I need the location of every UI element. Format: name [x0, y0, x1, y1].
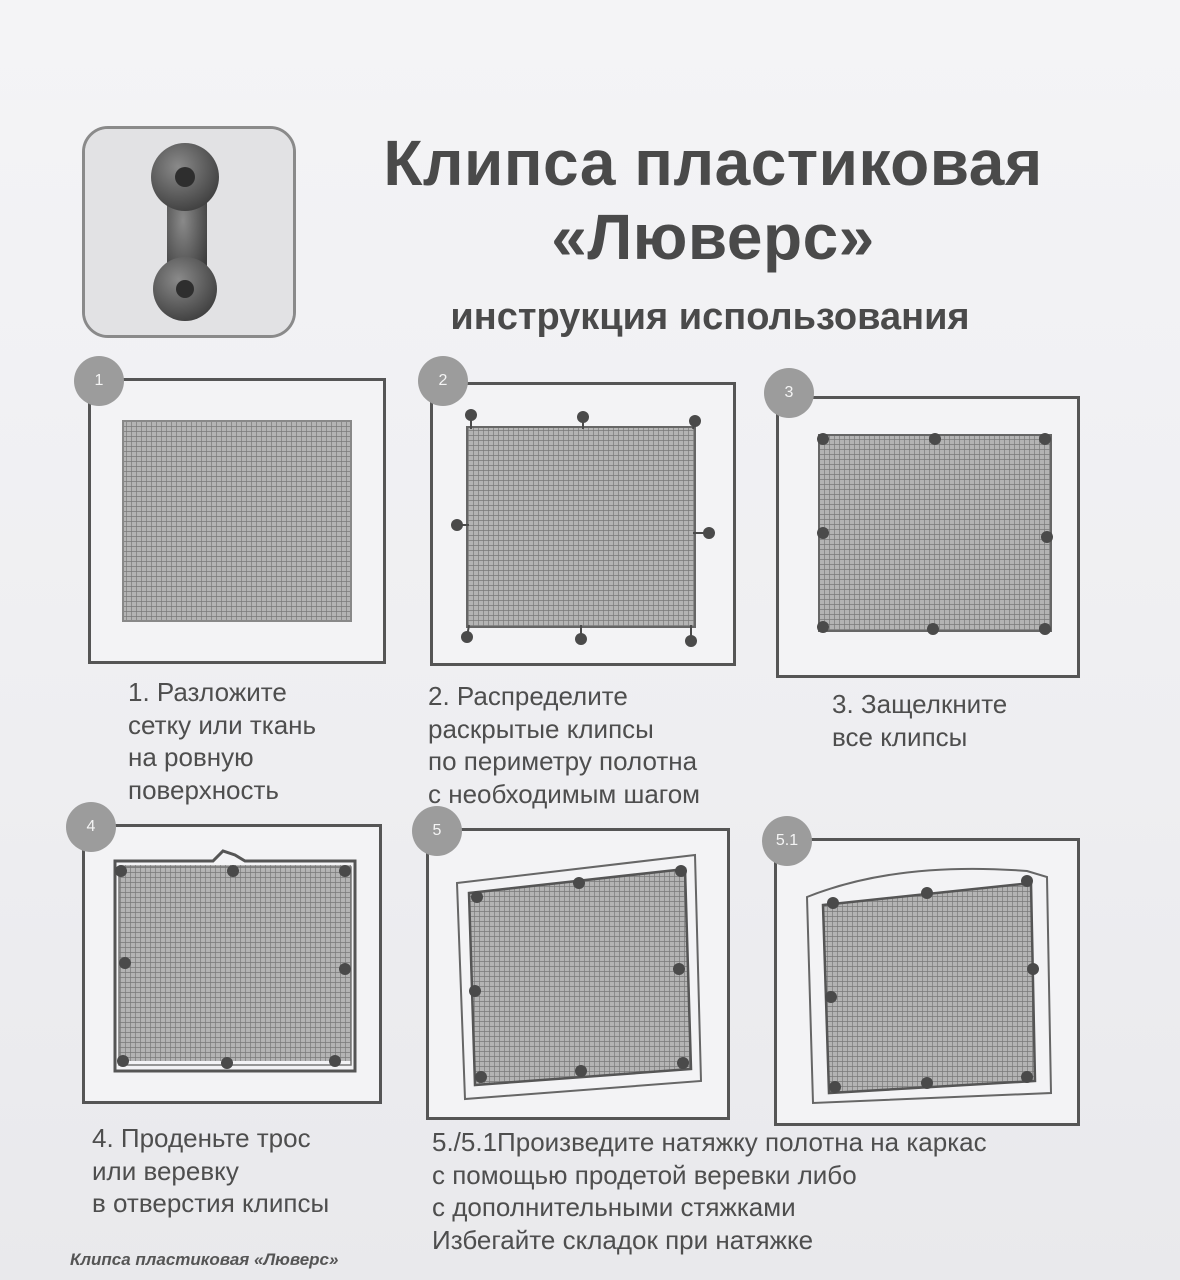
clip-dot: [1039, 623, 1051, 635]
step-5-1-illustration: [774, 838, 1080, 1126]
mesh-drawing: [85, 827, 379, 1101]
clip-dot: [339, 865, 351, 877]
step-5-1-badge: 5.1: [762, 816, 812, 866]
clip-dot: [921, 1077, 933, 1089]
step-4-badge: 4: [66, 802, 116, 852]
mesh-drawing: [91, 381, 383, 661]
clip-dot: [573, 877, 585, 889]
mesh-drawing: [779, 399, 1077, 675]
page-title: Клипса пластиковая «Люверс»: [383, 127, 1043, 274]
step-1-illustration: [88, 378, 386, 664]
clip-dot: [825, 991, 837, 1003]
clip-dot: [461, 631, 473, 643]
clip-dot: [927, 623, 939, 635]
mesh-drawing: [429, 831, 727, 1117]
clip-dot: [685, 635, 697, 647]
clip-dot: [675, 865, 687, 877]
clip-dot: [921, 887, 933, 899]
step-1-badge: 1: [74, 356, 124, 406]
clip-dot: [827, 897, 839, 909]
clip-dot: [1027, 963, 1039, 975]
clip-dot: [575, 1065, 587, 1077]
step-2-badge: 2: [418, 356, 468, 406]
step-4-illustration: [82, 824, 382, 1104]
step-5-badge: 5: [412, 806, 462, 856]
footer-label: Клипса пластиковая «Люверс»: [70, 1250, 339, 1269]
clip-dot: [117, 1055, 129, 1067]
clip-dot: [227, 865, 239, 877]
clip-dot: [689, 415, 701, 427]
clip-dot: [465, 409, 477, 421]
step-1-caption: 1. Разложите сетку или ткань на ровную поверхность: [128, 677, 317, 805]
clip-dot: [221, 1057, 233, 1069]
clip-dot: [577, 411, 589, 423]
clip-dot: [339, 963, 351, 975]
step-4-caption: 4. Проденьте трос или веревку в отверстия клипсы: [92, 1123, 330, 1218]
clip-dot: [929, 433, 941, 445]
step-3-badge: 3: [764, 368, 814, 418]
step-5-caption: 5./5.1Произведите натяжку полотна на каркас с помощью продетой веревки либо с дополнительными стяжками Избегайте складок при натяжке: [432, 1127, 987, 1255]
clip-dot: [1041, 531, 1053, 543]
clip-dot: [817, 433, 829, 445]
clip-dot: [451, 519, 463, 531]
clip-dot: [575, 633, 587, 645]
clip-dot: [475, 1071, 487, 1083]
step-3-caption: 3. Защелкните все клипсы: [832, 689, 1008, 752]
mesh-drawing: [433, 385, 733, 663]
clip-dot: [1021, 1071, 1033, 1083]
mesh-drawing: [777, 841, 1077, 1123]
page-subtitle: инструкция использования: [450, 296, 970, 338]
clip-dot: [673, 963, 685, 975]
clip-dot: [471, 891, 483, 903]
clip-dot: [829, 1081, 841, 1093]
clip-dot: [1039, 433, 1051, 445]
clip-dot: [703, 527, 715, 539]
clip-dot: [119, 957, 131, 969]
clip-dot: [469, 985, 481, 997]
step-3-illustration: [776, 396, 1080, 678]
clip-dot: [817, 621, 829, 633]
product-photo: [82, 126, 296, 338]
clip-dot: [817, 527, 829, 539]
step-2-illustration: [430, 382, 736, 666]
grommet-clip-image: [85, 129, 293, 335]
clip-dot: [329, 1055, 341, 1067]
clip-dot: [677, 1057, 689, 1069]
step-5-illustration: [426, 828, 730, 1120]
clip-dot: [115, 865, 127, 877]
step-2-caption: 2. Распределите раскрытые клипсы по периметру полотна с необходимым шагом: [428, 681, 701, 809]
clip-dot: [1021, 875, 1033, 887]
